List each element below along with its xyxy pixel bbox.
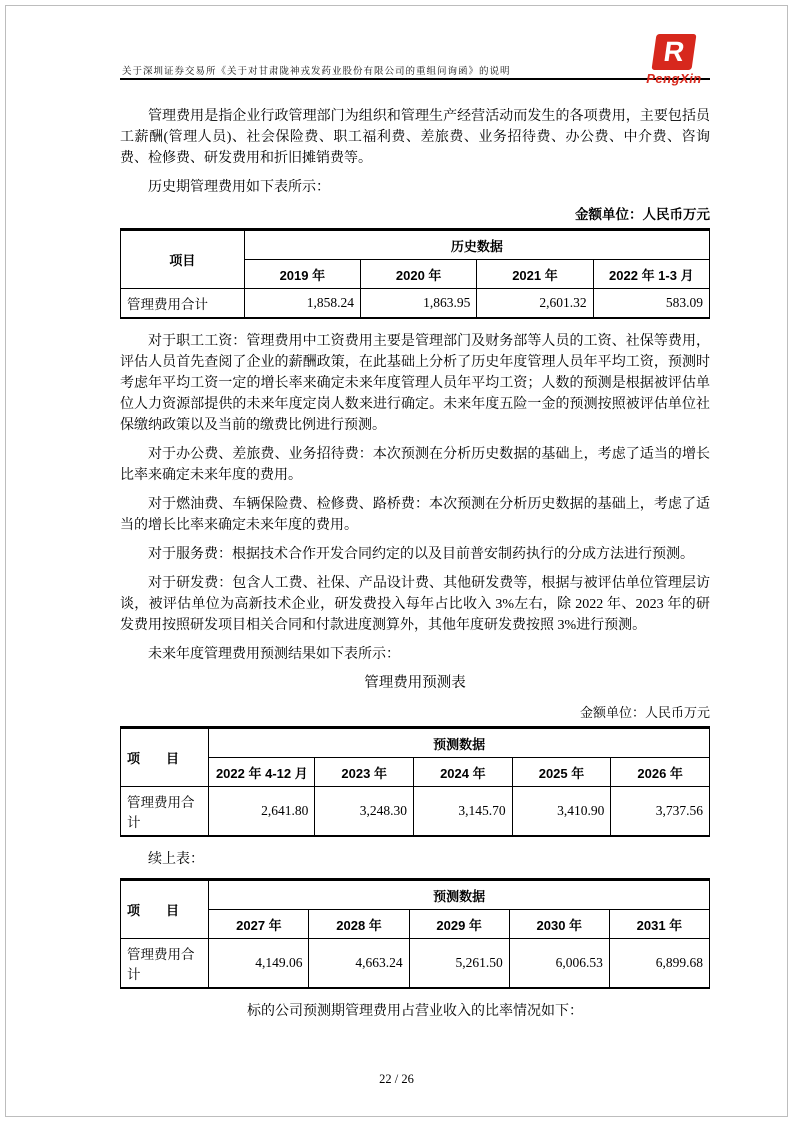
forecast-expense-table-1 xyxy=(120,726,710,837)
table1-row-label: 管理费用合计 xyxy=(121,289,245,319)
paragraph-staff-salary: 对于职工工资：管理费用中工资费用主要是管理部门及财务部等人员的工资、社保等费用，评估人员首先查阅了企业的薪酬政策，在此基础上分析了历史年度管理人员年平均工资，预测时考虑年平均工资一定的增长率来确定未来年度管理人员年平均工资；人数的预测是根据被评估单位人力资源部提供的未来年度定岗人数来进行确定。未来年度五险一金的预测按照被评估单位社保缴纳政策以及当前的缴费比例进行预测。 xyxy=(120,334,710,433)
table1-value: 2,601.32 xyxy=(477,289,593,319)
paragraph-historical-intro: 历史期管理费用如下表所示： xyxy=(148,180,330,195)
table1-year-header: 2019 年 xyxy=(244,260,360,289)
table1-item-header: 项目 xyxy=(121,230,245,289)
table2-value: 3,410.90 xyxy=(512,787,611,837)
table-row xyxy=(121,758,710,787)
logo-r-icon: R xyxy=(651,34,696,70)
header-title: 关于深圳证券交易所《关于对甘肃陇神戎发药业股份有限公司的重组问询函》的说明 xyxy=(122,66,511,77)
paragraph-service-fee: 对于服务费：根据技术合作开发合同约定的以及目前普安制药执行的分成方法进行预测。 xyxy=(148,547,694,562)
table-row xyxy=(121,910,710,939)
historical-expense-table xyxy=(120,228,710,319)
pengxin-logo xyxy=(638,34,710,86)
table3-year-header: 2028 年 xyxy=(309,910,409,939)
paragraph-fuel-expense: 对于燃油费、车辆保险费、检修费、路桥费：本次预测在分析历史数据的基础上，考虑了适当的增长比率来确定未来年度的费用。 xyxy=(120,497,710,533)
unit-label-forecast: 金额单位：人民币万元 xyxy=(579,705,710,720)
logo-text: PengXin xyxy=(646,71,702,86)
table2-group-header: 预测数据 xyxy=(209,728,710,758)
paragraph-rd-expense: 对于研发费：包含人工费、社保、产品设计费、其他研发费等，根据与被评估单位管理层访谈，被评估单位为高新技术企业，研发费投入每年占比收入 3%左右，除 2022 年、2023 年的研发费用按照研发项目相关合同和付款进度测算外，其他年度研发费按照 3%进行预测。 xyxy=(120,576,710,633)
table3-value: 6,006.53 xyxy=(509,939,609,989)
table2-year-header: 2022 年 4-12 月 xyxy=(209,758,315,787)
table2-item-header: 项 目 xyxy=(121,728,209,787)
table-row xyxy=(121,880,710,910)
paragraph-ratio-intro: 标的公司预测期管理费用占营业收入的比率情况如下： xyxy=(247,1004,583,1019)
table-row xyxy=(121,728,710,758)
continued-table-label: 续上表： xyxy=(148,852,204,867)
table3-item-header: 项 目 xyxy=(121,880,209,939)
table-row xyxy=(121,289,710,319)
table2-row-label: 管理费用合计 xyxy=(121,787,209,837)
document-content xyxy=(120,106,710,1022)
table-row xyxy=(121,787,710,837)
table3-year-header: 2027 年 xyxy=(209,910,309,939)
header-divider xyxy=(120,78,710,80)
table3-year-header: 2031 年 xyxy=(609,910,709,939)
table2-value: 3,737.56 xyxy=(611,787,710,837)
table2-year-header: 2026 年 xyxy=(611,758,710,787)
table1-year-header: 2020 年 xyxy=(361,260,477,289)
paragraph-admin-expense-definition: 管理费用是指企业行政管理部门为组织和管理生产经营活动而发生的各项费用，主要包括员工薪酬(管理人员)、社会保险费、职工福利费、差旅费、业务招待费、办公费、中介费、咨询费、检修费、研发费用和折旧摊销费等。 xyxy=(120,109,710,166)
table3-value: 4,663.24 xyxy=(309,939,409,989)
table2-year-header: 2024 年 xyxy=(414,758,513,787)
unit-label-historical: 金额单位：人民币万元 xyxy=(575,207,710,222)
table3-year-header: 2030 年 xyxy=(509,910,609,939)
table3-group-header: 预测数据 xyxy=(209,880,710,910)
table2-year-header: 2023 年 xyxy=(315,758,414,787)
table2-year-header: 2025 年 xyxy=(512,758,611,787)
table3-value: 4,149.06 xyxy=(209,939,309,989)
table1-year-header: 2021 年 xyxy=(477,260,593,289)
table3-value: 5,261.50 xyxy=(409,939,509,989)
table2-value: 3,248.30 xyxy=(315,787,414,837)
paragraph-forecast-intro: 未来年度管理费用预测结果如下表所示： xyxy=(148,647,400,662)
table1-year-header: 2022 年 1-3 月 xyxy=(593,260,709,289)
table3-value: 6,899.68 xyxy=(609,939,709,989)
table3-row-label: 管理费用合计 xyxy=(121,939,209,989)
table1-group-header: 历史数据 xyxy=(244,230,709,260)
table-row xyxy=(121,939,710,989)
forecast-table-title: 管理费用预测表 xyxy=(364,675,466,691)
table1-value: 1,863.95 xyxy=(361,289,477,319)
forecast-expense-table-2 xyxy=(120,878,710,989)
table3-year-header: 2029 年 xyxy=(409,910,509,939)
table-row xyxy=(121,230,710,260)
footer-page-number: 22 / 26 xyxy=(379,1072,414,1086)
table1-value: 583.09 xyxy=(593,289,709,319)
table2-value: 2,641.80 xyxy=(209,787,315,837)
paragraph-office-expense: 对于办公费、差旅费、业务招待费：本次预测在分析历史数据的基础上，考虑了适当的增长比率来确定未来年度的费用。 xyxy=(120,447,710,483)
table1-value: 1,858.24 xyxy=(244,289,360,319)
table2-value: 3,145.70 xyxy=(414,787,513,837)
